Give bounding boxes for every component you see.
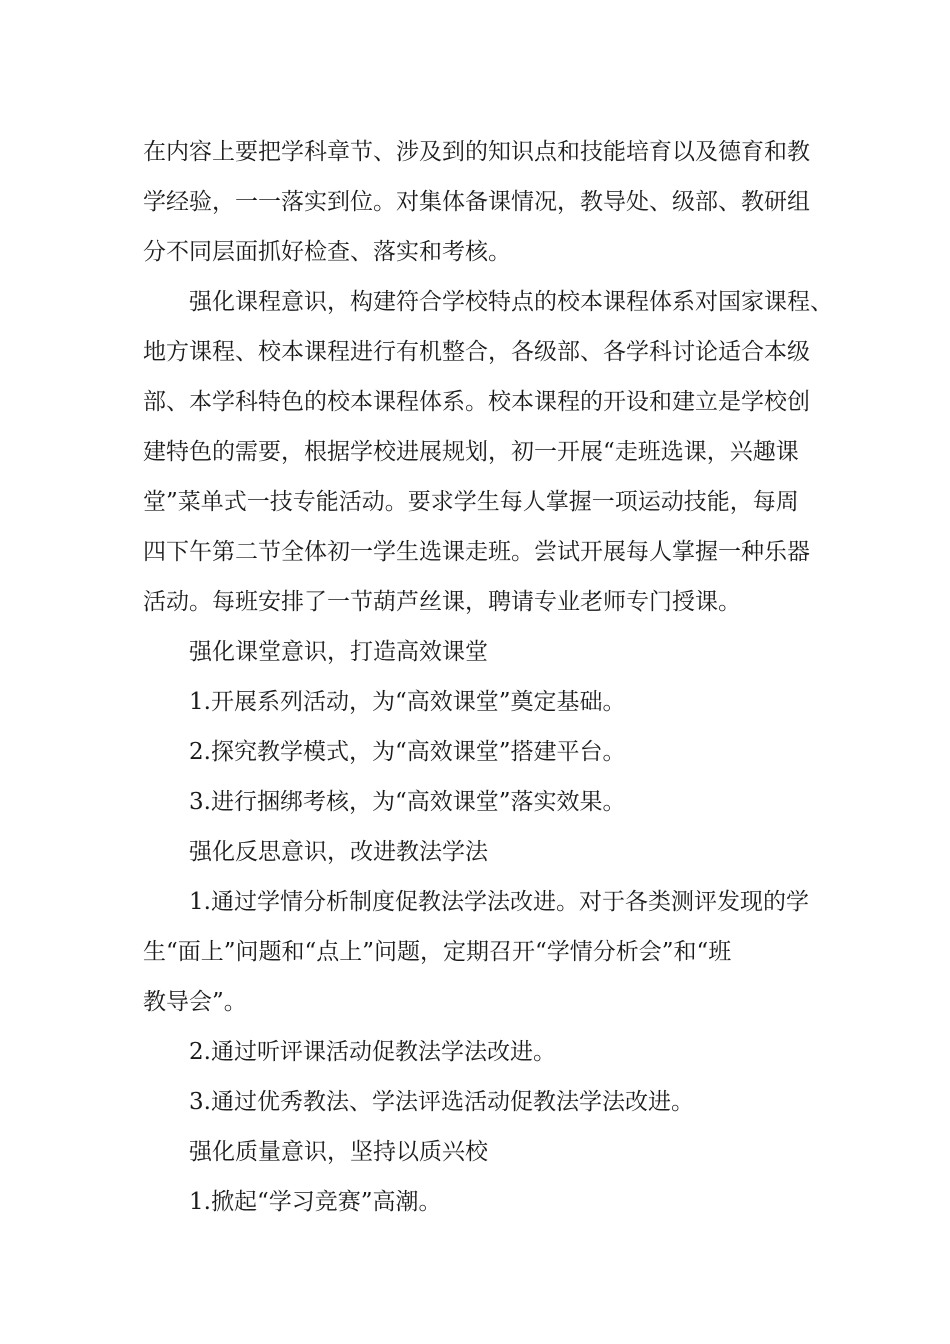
list-item-classroom-1: 1.开展系列活动，为“高效课堂”奠定基础。 [189,689,626,715]
body-line-18: 教导会”。 [143,989,247,1015]
list-item-reflection-2: 2.通过听评课活动促教法学法改进。 [189,1039,556,1065]
body-line-9: 四下午第二节全体初一学生选课走班。尝试开展每人掌握一种乐器 [143,539,810,565]
list-item-classroom-2: 2.探究教学模式，为“高效课堂”搭建平台。 [189,739,626,765]
body-line-10: 活动。每班安排了一节葫芦丝课，聘请专业老师专门授课。 [143,589,741,615]
section-heading-quality: 强化质量意识，坚持以质兴校 [189,1139,488,1165]
list-item-reflection-3: 3.通过优秀教法、学法评选活动促教法学法改进。 [189,1089,694,1115]
list-item-quality-1: 1.掀起“学习竞赛”高潮。 [189,1189,442,1215]
body-line-1: 在内容上要把学科章节、涉及到的知识点和技能培育以及德育和教 [143,139,810,165]
list-item-reflection-1: 1.通过学情分析制度促教法学法改进。对于各类测评发现的学 [189,889,809,915]
body-line-5: 地方课程、校本课程进行有机整合，各级部、各学科讨论适合本级 [143,339,810,365]
body-line-3: 分不同层面抓好检查、落实和考核。 [143,239,511,265]
body-line-8: 堂”菜单式一技专能活动。要求学生每人掌握一项运动技能，每周 [143,489,799,515]
body-line-6: 部、本学科特色的校本课程体系。校本课程的开设和建立是学校创 [143,389,810,415]
body-line-17: 生“面上”问题和“点上”问题，定期召开“学情分析会”和“班 [143,939,732,965]
body-line-7: 建特色的需要，根据学校进展规划，初一开展“走班选课，兴趣课 [143,439,799,465]
section-heading-reflection: 强化反思意识，改进教法学法 [189,839,488,865]
list-item-classroom-3: 3.进行捆绑考核，为“高效课堂”落实效果。 [189,789,626,815]
section-heading-curriculum: 强化课程意识，构建符合学校特点的校本课程体系对国家课程、 [189,289,833,315]
body-line-2: 学经验，一一落实到位。对集体备课情况，教导处、级部、教研组 [143,189,810,215]
section-heading-classroom: 强化课堂意识，打造高效课堂 [189,639,488,665]
